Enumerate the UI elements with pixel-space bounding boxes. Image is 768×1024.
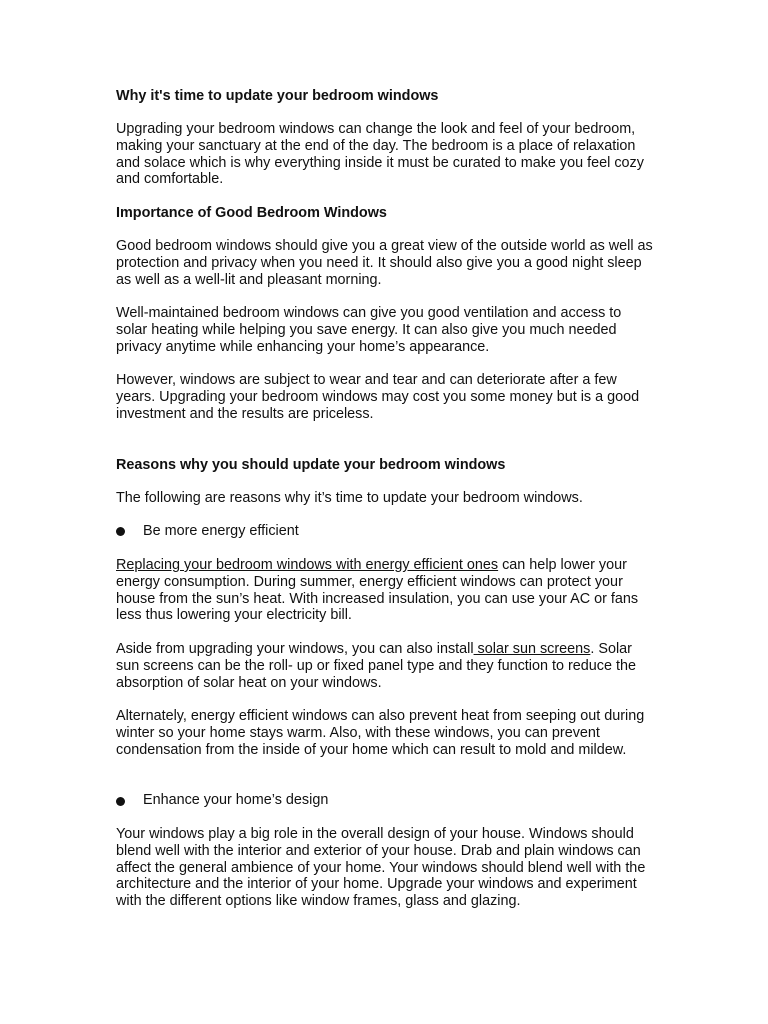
energy-paragraph-2-start: Aside from upgrading your windows, you can also install	[116, 641, 474, 657]
importance-heading: Importance of Good Bedroom Windows	[116, 205, 387, 221]
bullet-energy-efficient: Be more energy efficient	[143, 523, 299, 539]
bullet-icon	[116, 797, 125, 806]
importance-paragraph-3: However, windows are subject to wear and tear and can deteriorate after a few years. Upgrading your bedroom windows may cost you some money but is a good investment and the results are priceless.	[116, 372, 640, 422]
energy-paragraph-3: Alternately, energy efficient windows can also prevent heat from seeping out during winter so your home stays warm. Also, with these windows, you can prevent condensation from the inside of your home which can result to mold and mildew.	[116, 708, 645, 758]
energy-paragraph-1-text: can help lower your energy consumption. During summer, energy efficient windows can protect your house from the sun’s heat. With increased insulation, you can use your AC or fans less thus lowering your electricity bill.	[116, 557, 639, 624]
importance-paragraph-1: Good bedroom windows should give you a great view of the outside world as well as protection and privacy when you need it. It should also give you a good night sleep as well as a well-lit and pleasant morning.	[116, 238, 653, 288]
importance-paragraph-2: Well-maintained bedroom windows can give you good ventilation and access to solar heating while helping you save energy. It can also give you much needed privacy anytime while enhancing your home’s appearance.	[116, 305, 622, 355]
bullet-home-design: Enhance your home’s design	[143, 792, 329, 808]
document-title: Why it's time to update your bedroom windows	[116, 88, 439, 104]
reasons-intro: The following are reasons why it’s time to update your bedroom windows.	[116, 490, 583, 506]
energy-paragraph-2-text: . Solar sun screens can be the roll- up or fixed panel type and they function to reduce the absorption of solar heat on your windows.	[116, 641, 636, 691]
intro-paragraph: Upgrading your bedroom windows can change the look and feel of your bedroom, making your sanctuary at the end of the day. The bedroom is a place of relaxation and solace which is why everything inside it must be curated to make you feel cozy and comfortable.	[116, 121, 644, 188]
energy-efficient-link[interactable]: Replacing your bedroom windows with energy efficient ones	[116, 557, 499, 573]
reasons-heading: Reasons why you should update your bedroom windows	[116, 457, 506, 473]
energy-paragraph-1	[116, 557, 656, 624]
solar-sun-screens-link[interactable]: solar sun screens	[473, 641, 591, 657]
design-paragraph-1: Your windows play a big role in the overall design of your house. Windows should blend well with the interior and exterior of your house. Drab and plain windows can affect the general ambience of your home. Your windows should blend well with the architecture and the interior of your home. Upgrade your windows and experiment with the different options like window frames, glass and glazing.	[116, 826, 646, 910]
energy-paragraph-2	[116, 641, 656, 691]
bullet-icon	[116, 527, 125, 536]
